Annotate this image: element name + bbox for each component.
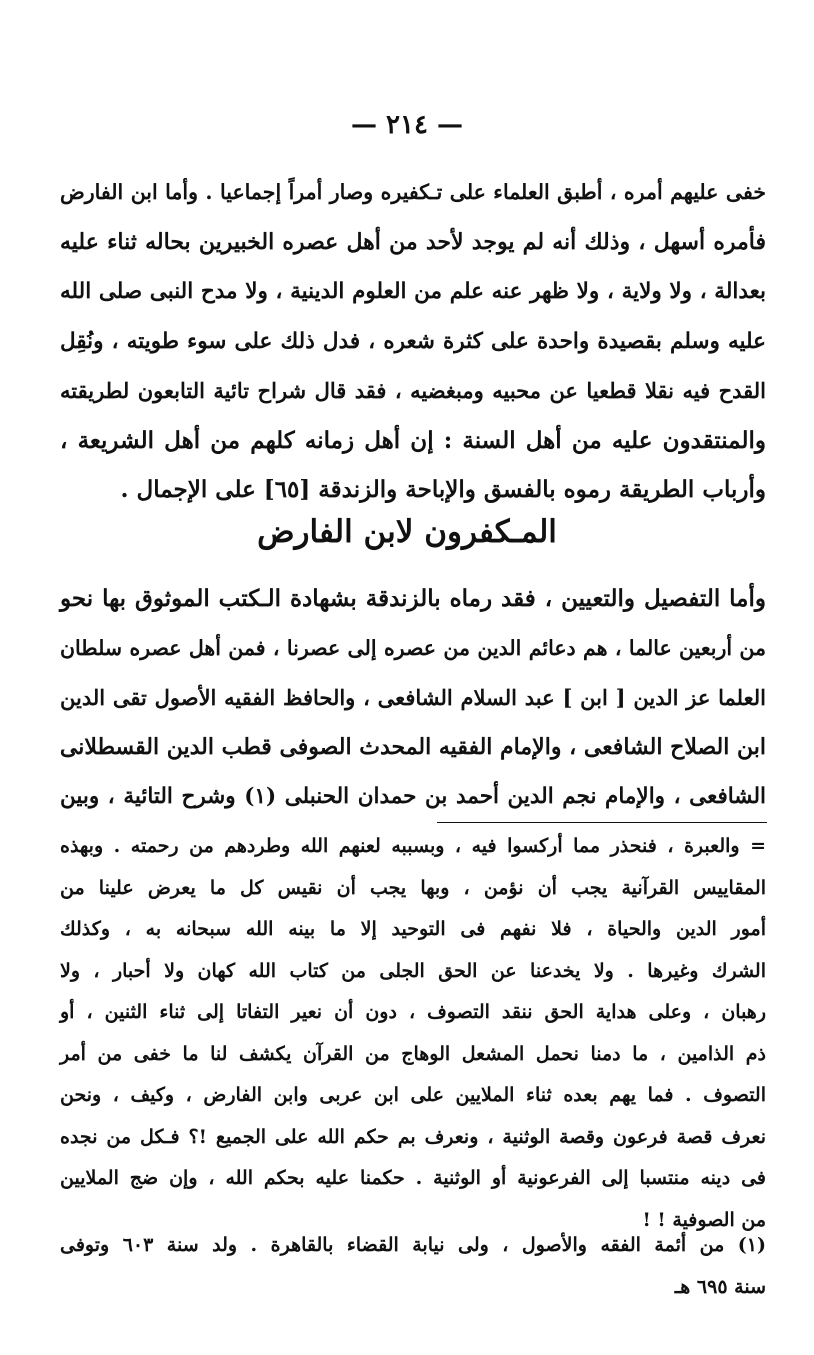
text-line: وأما التفصيل والتعيين ، فقد رماه بالزندقة بشهادة الـكتب الموثوق بها نحو	[60, 585, 766, 612]
footnote-line: التصوف . فما يهم بعده ثناء الملايين على ابن عربى وابن الفارض ، وكيف ، ونحن	[60, 1084, 766, 1106]
text-line: عليه وسلم بقصيدة واحدة على كثرة شعره ، فدل ذلك على سوء طويته ، ونُقِل	[60, 328, 766, 354]
text-line: الشافعى ، والإمام نجم الدين أحمد بن حمدان الحنبلى (١) وشرح التائية ، وبين	[60, 784, 766, 809]
footnote-line: المقاييس القرآنية يجب أن نؤمن ، وبها يجب أن نقيس كل ما يعرض علينا من	[60, 876, 766, 899]
footnote-divider	[437, 822, 767, 823]
text-line: بعدالة ، ولا ولاية ، ولا ظهر عنه علم من العلوم الدينية ، ولا مدح النبى صلى الله	[60, 279, 766, 304]
text-line: العلما عز الدين [ ابن ] عبد السلام الشافعى ، والحافظ الفقيه الأصول تقى الدين	[60, 685, 766, 710]
footnote-line: الشرك وغيرها . ولا يخدعنا عن الحق الجلى من كتاب الله كهان ولا أحبار ، ولا	[60, 959, 766, 982]
paragraph-detail	[60, 574, 766, 822]
footnote-line: من الصوفية ! !	[642, 1208, 766, 1231]
footnote-1	[60, 1225, 766, 1308]
footnote-line: ذم الذامين ، ما دمنا نحمل المشعل الوهاج من القرآن يكشف لنا ما خفى من أمر	[60, 1042, 766, 1065]
text-line: وأرباب الطريقة رموه بالفسق والإباحة والزندقة [٦٥] على الإجمال .	[120, 476, 766, 503]
section-heading: المـكفرون لابن الفارض	[257, 514, 557, 550]
text-line: والمنتقدون عليه من أهل السنة : إن أهل زمانه كلهم من أهل الشريعة ،	[60, 426, 766, 454]
footnote-line: أمور الدين والحياة ، فلا نفهم فى التوحيد إلا ما بينه الله سبحانه به ، وكذلك	[60, 918, 766, 940]
paragraph-ibn-al-farid-intro	[60, 168, 766, 515]
footnote-line: نعرف قصة فرعون وقصة الوثنية ، ونعرف بم حكم الله على الجميع !؟ فـكل من نجده	[60, 1125, 766, 1148]
text-line: من أربعين عالما ، هم دعائم الدين من عصره إلى عصرنا ، فمن أهل عصره سلطان	[60, 635, 766, 660]
footnote-line: سنة ٦٩٥ هـ	[674, 1275, 766, 1298]
footnote-line: (١) من أئمة الفقه والأصول ، ولى نيابة القضاء بالقاهرة . ولد سنة ٦٠٣ وتوفى	[60, 1234, 766, 1256]
text-line: القدح فيه نقلا قطعيا عن محبيه ومبغضيه ، فقد قال شراح تائية التابعون لطريقته	[60, 378, 766, 403]
footnote-line: فى دينه منتسبا إلى الفرعونية أو الوثنية . حكمنا عليه بحكم الله ، وإن ضج الملايين	[60, 1167, 766, 1189]
footnote-line: = والعبرة ، فنحذر مما أركسوا فيه ، وبسببه لعنهم الله وطردهم من رحمته . وبهذه	[60, 835, 766, 857]
footnote-continuation	[60, 826, 766, 1241]
text-line: خفى عليهم أمره ، أطبق العلماء على تـكفيره وصار أمراً إجماعيا . وأما ابن الفارض	[60, 180, 766, 204]
page-number: — ٢١٤ —	[350, 110, 464, 140]
text-line: فأمره أسهل ، وذلك أنه لم يوجد لأحد من أهل عصره الخبيرين بحاله ثناء عليه	[60, 228, 766, 255]
text-line: ابن الصلاح الشافعى ، والإمام الفقيه المحدث الصوفى قطب الدين القسطلانى	[59, 733, 766, 760]
footnote-line: رهبان ، وعلى هداية الحق ننقد التصوف ، دون أن نعير التفاتا إلى ثناء الثنين ، أو	[60, 1001, 766, 1023]
